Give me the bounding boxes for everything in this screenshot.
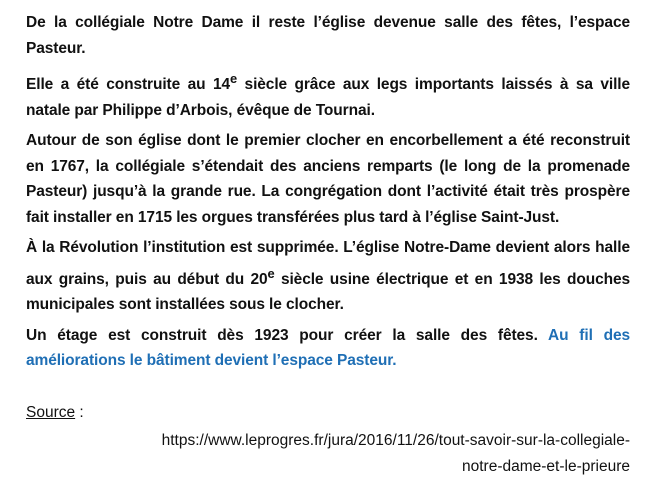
paragraph-salle-des-fetes	[26, 323, 630, 374]
century-superscript: e	[230, 71, 238, 86]
paragraph-construction-text-start: Elle a été construite au 14	[26, 76, 230, 94]
source-separator: :	[75, 403, 84, 421]
paragraph-intro-text: De la collégiale Notre Dame il reste l’église devenue salle des fêtes, l’espace Pasteur.	[26, 14, 630, 57]
source-label: Source	[26, 403, 76, 421]
paragraph-intro	[26, 10, 630, 61]
source-section	[26, 400, 630, 426]
source-url-line-1: https://www.leprogres.fr/jura/2016/11/26/tout-savoir-sur-la-collegiale-	[161, 432, 630, 450]
paragraph-revolution-text-end: siècle usine électrique et en 1938 les douches municipales sont installées sous le clocher.	[26, 270, 631, 314]
paragraph-history	[26, 128, 630, 230]
paragraph-revolution	[26, 235, 630, 318]
paragraph-construction	[26, 66, 630, 123]
paragraph-construction-text-end: siècle grâce aux legs importants laissés à sa ville natale par Philippe d’Arbois, évêque de Tournai.	[26, 76, 630, 119]
document-body	[26, 10, 630, 479]
paragraph-revolution-text-start: À la Révolution l’institution est supprimée. L’église Notre-Dame devient alors halle aux grains, puis au début du 20	[26, 239, 630, 288]
century-superscript: e	[267, 265, 275, 281]
highlighted-text: Au fil des améliorations le bâtiment devient l’espace Pasteur.	[26, 326, 630, 370]
paragraph-salle-text: Un étage est construit dès 1923 pour créer la salle des fêtes.	[26, 326, 549, 344]
source-url	[26, 428, 630, 479]
paragraph-history-text: Autour de son église dont le premier clocher en encorbellement a été reconstruit en 1767, la collégiale s’étendait des anciens remparts (le long de la promenade Pasteur) jusqu’à la grande rue. La congrégation dont l’activité était très prospère fait installer en 1715 les orgues transférées plus tard à l’église Saint-Just.	[26, 132, 630, 226]
source-url-line-2: notre-dame-et-le-prieure	[462, 457, 630, 475]
